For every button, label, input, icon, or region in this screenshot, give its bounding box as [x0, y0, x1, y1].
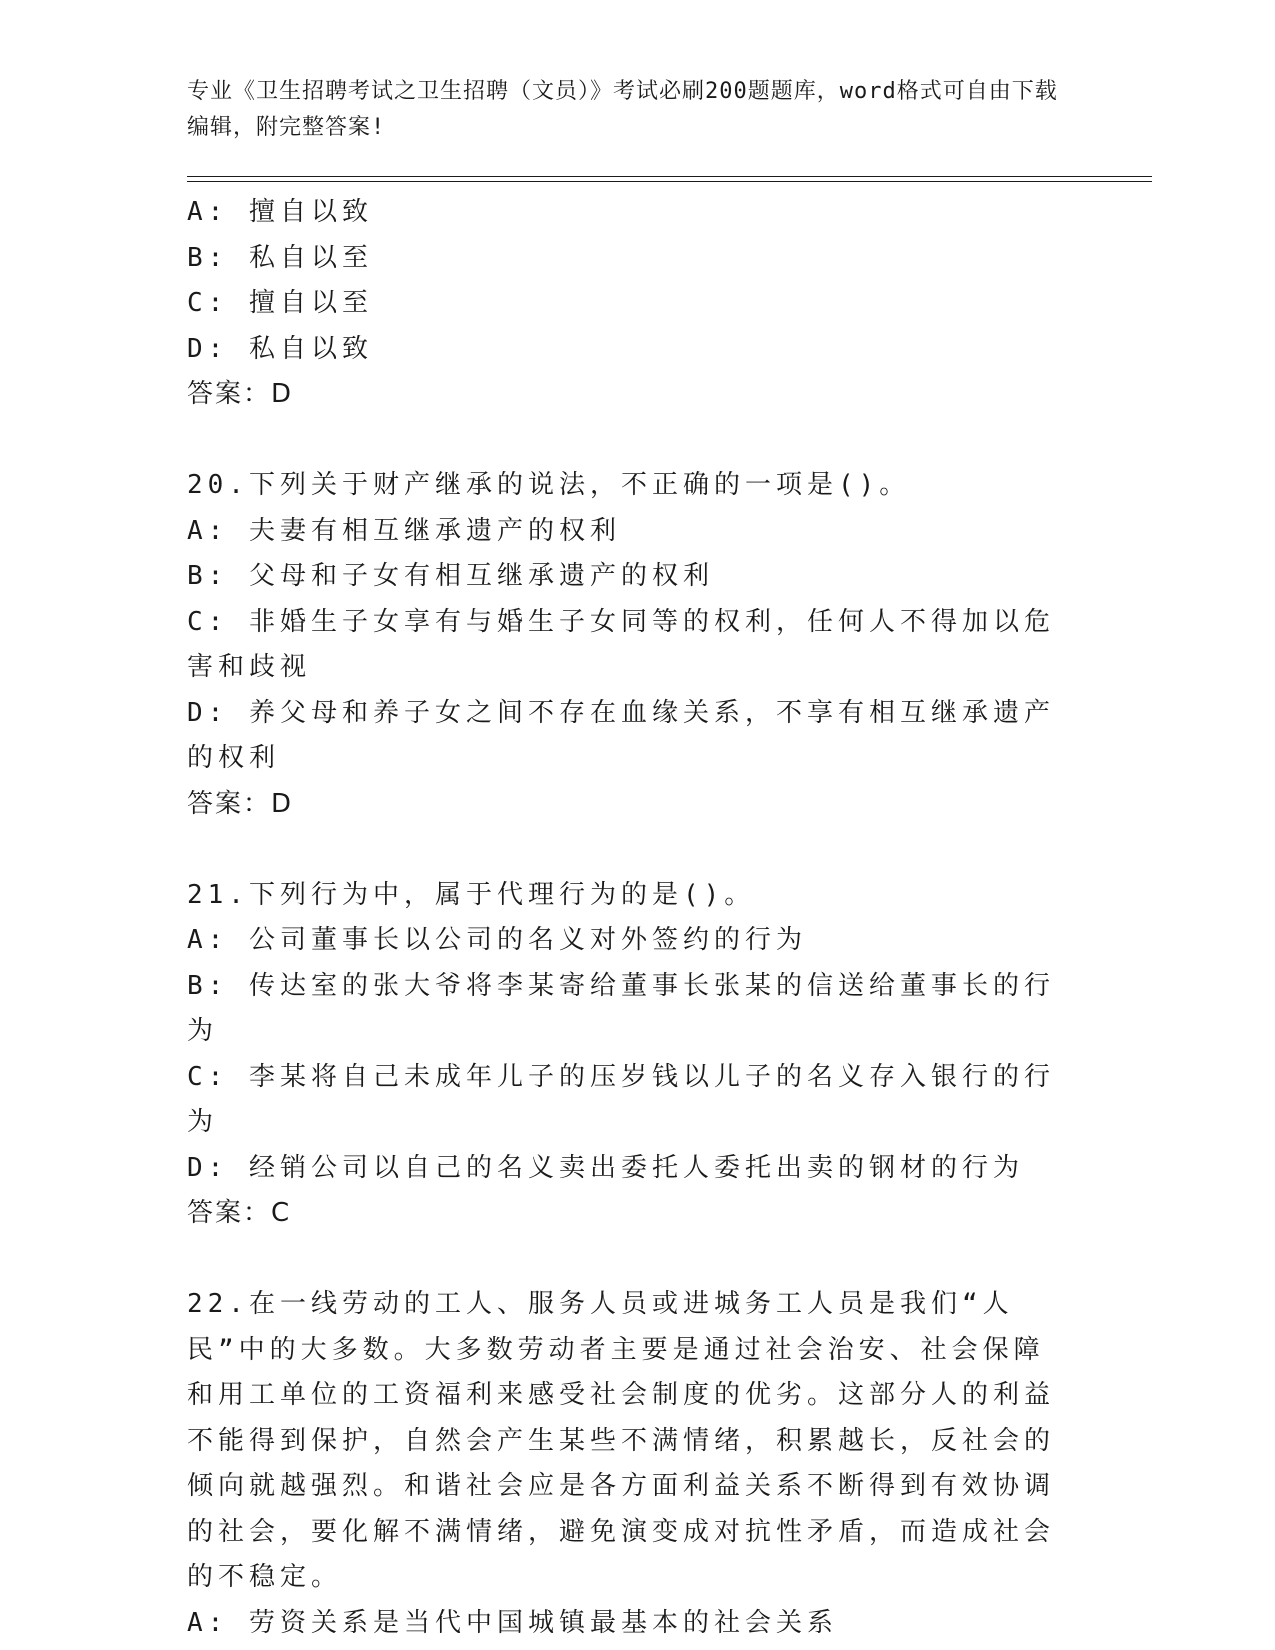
answer-line: 答案：D	[187, 379, 294, 409]
answer-line: 答案：D	[187, 788, 294, 819]
option-c: C: 擅自以至	[187, 288, 373, 318]
option-a: A: 夫妻有相互继承遗产的权利	[187, 515, 621, 546]
option-d: D: 经销公司以自己的名义卖出委托人委托出卖的钢材的行为	[187, 1152, 1024, 1183]
option-a: A: 擅自以致	[187, 197, 373, 227]
spacer	[187, 418, 1067, 464]
option-b: B: 父母和子女有相互继承遗产的权利	[187, 561, 714, 591]
question-content	[187, 190, 1067, 1646]
spacer	[187, 827, 1067, 873]
question-stem: 22.在一线劳动的工人、服务人员或进城务工人员是我们“人民”中的大多数。大多数劳动者主要是通过社会治安、社会保障和用工单位的工资福利来感受社会制度的优劣。这部分人的利益不能得到保护，自然会产生某些不满情绪，积累越长，反社会的倾向就越强烈。和谐社会应是各方面利益关系不断得到有效协调的社会，要化解不满情绪，避免演变成对抗性矛盾，而造成社会的不稳定。	[187, 1289, 1056, 1592]
document-header: 专业《卫生招聘考试之卫生招聘（文员）》考试必刷200题题库，word格式可自由下载编辑，附完整答案!	[187, 79, 1058, 140]
header-rule-top	[187, 176, 1152, 177]
option-c: C: 李某将自己未成年儿子的压岁钱以儿子的名义存入银行的行为	[187, 1061, 1055, 1137]
option-b: B: 私自以至	[187, 242, 373, 273]
option-b: B: 传达室的张大爷将李某寄给董事长张某的信送给董事长的行为	[187, 970, 1055, 1046]
question-21	[187, 873, 1067, 1237]
answer-line: 答案：C	[187, 1198, 292, 1228]
option-a: A: 劳资关系是当代中国城镇最基本的社会关系	[187, 1607, 838, 1638]
option-d: D: 私自以致	[187, 333, 373, 364]
question-22	[187, 1282, 1067, 1646]
option-c: C: 非婚生子女享有与婚生子女同等的权利，任何人不得加以危害和歧视	[187, 606, 1055, 682]
question-stem: 20.下列关于财产继承的说法，不正确的一项是()。	[187, 470, 911, 500]
question-19-continued	[187, 190, 1067, 418]
option-d: D: 养父母和养子女之间不存在血缘关系，不享有相互继承遗产的权利	[187, 697, 1055, 773]
question-stem: 21.下列行为中，属于代理行为的是()。	[187, 879, 756, 910]
option-a: A: 公司董事长以公司的名义对外签约的行为	[187, 925, 807, 955]
header-rule-bottom	[187, 181, 1152, 182]
question-20	[187, 463, 1067, 827]
spacer	[187, 1237, 1067, 1283]
